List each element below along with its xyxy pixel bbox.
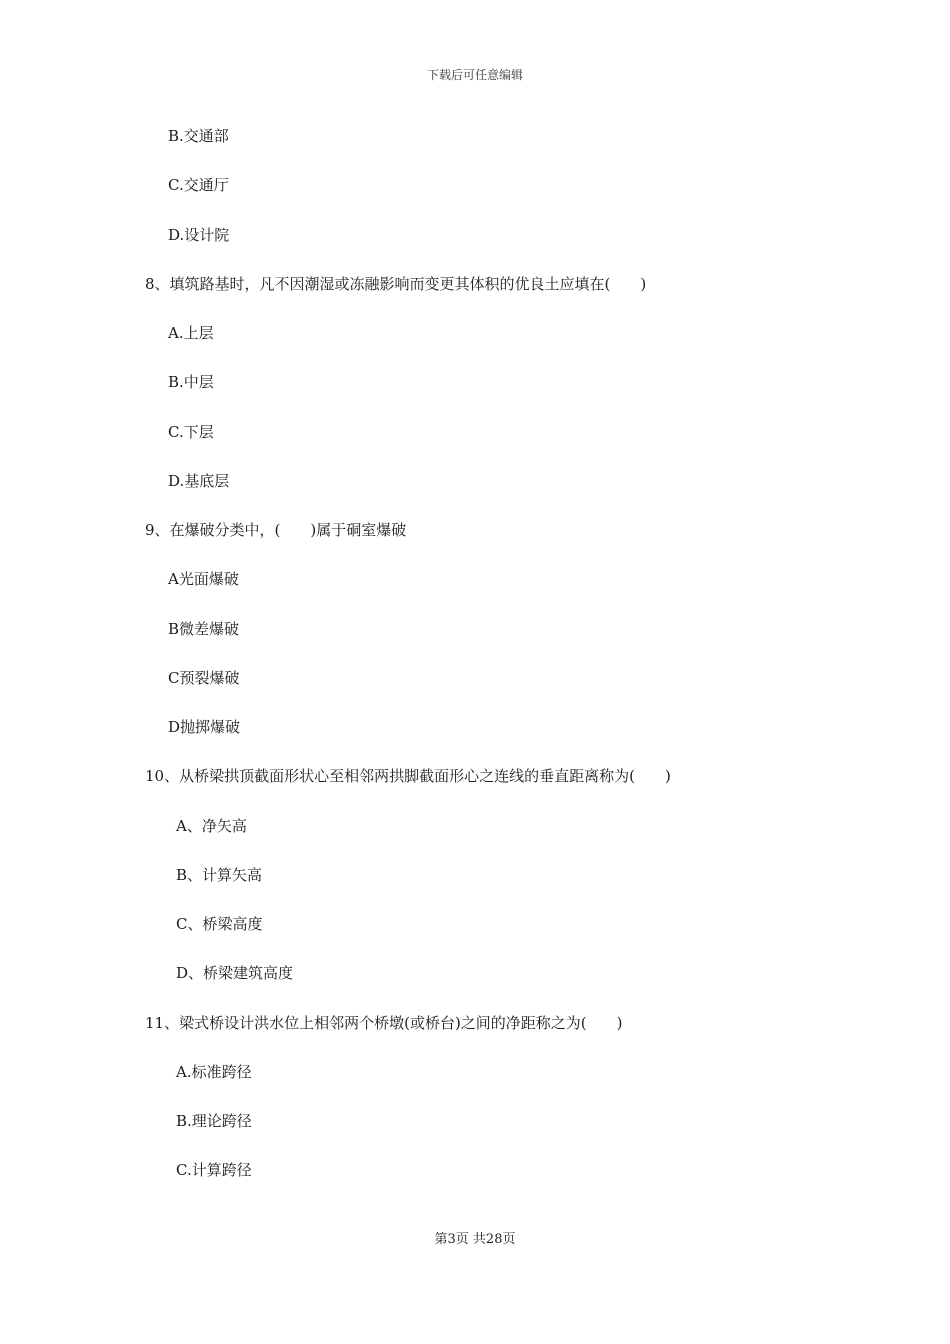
option-c-q10: C、桥梁高度 bbox=[176, 915, 263, 933]
option-c-q11: C.计算跨径 bbox=[176, 1161, 252, 1179]
option-d-q10: D、桥梁建筑高度 bbox=[176, 964, 294, 982]
option-a-q8: A.上层 bbox=[168, 324, 214, 342]
option-b-q9: B微差爆破 bbox=[168, 620, 240, 638]
option-d-q9: D抛掷爆破 bbox=[168, 718, 241, 736]
option-d-q8: D.基底层 bbox=[168, 472, 230, 490]
question-9: 9、在爆破分类中，( )属于硐室爆破 bbox=[145, 521, 407, 539]
option-b-q8: B.中层 bbox=[168, 373, 214, 391]
page-header: 下载后可任意编辑 bbox=[426, 68, 523, 82]
question-10: 10、从桥梁拱顶截面形状心至相邻两拱脚截面形心之连线的垂直距离称为( ) bbox=[145, 767, 671, 785]
option-b-q11: B.理论跨径 bbox=[176, 1112, 252, 1130]
option-a-q9: A光面爆破 bbox=[168, 570, 239, 588]
option-a-q10: A、净矢高 bbox=[176, 817, 247, 835]
option-a-q11: A.标准跨径 bbox=[176, 1063, 252, 1081]
option-b-q7: B.交通部 bbox=[168, 127, 229, 145]
option-d-q7: D.设计院 bbox=[168, 226, 230, 244]
question-11: 11、梁式桥设计洪水位上相邻两个桥墩(或桥台)之间的净距称之为( ) bbox=[145, 1014, 623, 1032]
question-8: 8、填筑路基时，凡不因潮湿或冻融影响而变更其体积的优良土应填在( ) bbox=[145, 275, 647, 293]
option-b-q10: B、计算矢高 bbox=[176, 866, 263, 884]
option-c-q8: C.下层 bbox=[168, 423, 214, 441]
option-c-q7: C.交通厅 bbox=[168, 176, 229, 194]
page-footer: 第3页 共28页 bbox=[434, 1232, 516, 1247]
option-c-q9: C预裂爆破 bbox=[168, 669, 240, 687]
